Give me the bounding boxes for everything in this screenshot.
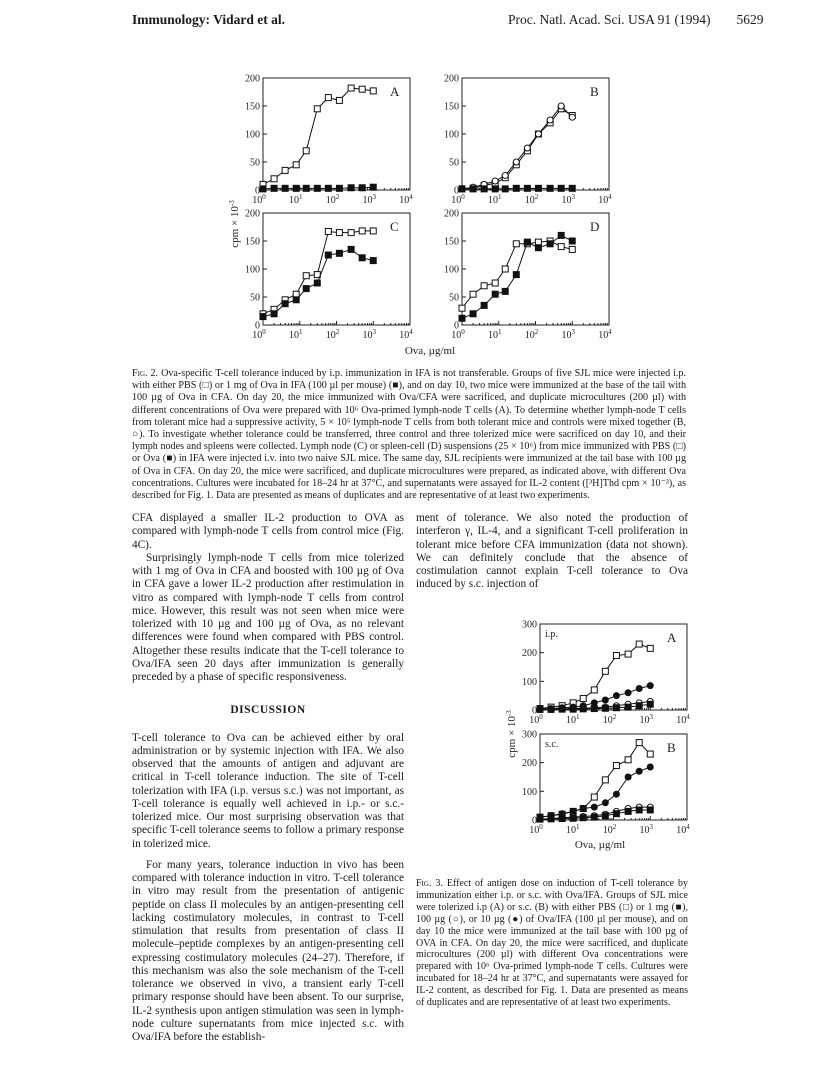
x-tick-label: $10^1$ <box>289 328 303 341</box>
data-point <box>492 186 498 192</box>
fig2-panel-a-label: A <box>390 84 400 99</box>
x-tick-label: $10^1$ <box>488 193 502 206</box>
data-point <box>260 186 266 192</box>
y-tick-label: 0 <box>532 705 537 717</box>
data-point <box>325 228 331 234</box>
fig2-panel-d <box>444 209 612 342</box>
fig2-panel-c <box>245 209 413 342</box>
data-point <box>591 687 597 693</box>
discussion-heading: DISCUSSION <box>230 704 306 717</box>
data-point <box>502 288 508 294</box>
data-point <box>602 800 608 806</box>
data-point <box>348 246 354 252</box>
y-tick-label: 300 <box>522 619 537 631</box>
x-tick-label: $10^0$ <box>529 713 543 726</box>
data-point <box>636 807 642 813</box>
data-point <box>569 238 575 244</box>
data-point <box>513 185 519 191</box>
data-point <box>348 85 354 91</box>
data-point <box>470 311 476 317</box>
data-point <box>325 185 331 191</box>
x-tick-label: $10^4$ <box>598 328 612 341</box>
data-point <box>647 701 653 707</box>
data-point <box>647 764 653 770</box>
x-tick-label: $10^4$ <box>399 193 413 206</box>
data-point <box>459 315 465 321</box>
data-point <box>580 815 586 821</box>
x-tick-label: $10^3$ <box>362 328 376 341</box>
data-point <box>647 807 653 813</box>
data-point <box>647 645 653 651</box>
data-point <box>548 706 554 712</box>
data-point <box>559 816 565 822</box>
data-point <box>370 258 376 264</box>
data-point <box>524 239 530 245</box>
data-point <box>535 131 541 137</box>
data-point <box>348 185 354 191</box>
x-tick-label: $10^2$ <box>524 193 539 206</box>
data-point <box>613 693 619 699</box>
data-point <box>625 704 631 710</box>
data-point <box>336 185 342 191</box>
data-point <box>602 777 608 783</box>
data-point <box>359 228 365 234</box>
data-point <box>570 706 576 712</box>
data-point <box>558 232 564 238</box>
y-tick-label: 50 <box>250 292 260 304</box>
fig3-caption: Fig. 3. Effect of antigen dose on induction of T-cell tolerance by immunization either i.p. or s.c. with Ova/IFA. Groups of SJL mice were tolerized i.p (A) or s.c. (B) with either PBS (□) or 1 mg (■), 100 µg (○), or 10 µg (●) of Ova/IFA (100 µl per mouse), and on day 10 the mice were immunized at the tail base with 100 µg of OVA in CFA. On day 20, the mice were sacrificed, and duplicate microcultures (200 µl) with different Ova concentrations were prepared with 10⁶ Ova-primed lymph-node T cells. Cultures were incubated for 18–24 hr at 37°C, and supernatants were assayed for IL-2 content, as described for Fig. 1. Data are presented as means of duplicates and are representative of at least two experiments. <box>416 878 689 1009</box>
data-point <box>370 228 376 234</box>
paragraph-left-1: CFA displayed a smaller IL-2 production to OVA as compared with lymph-node T cells from control mice (Fig. 4C). <box>132 512 404 551</box>
data-point <box>625 651 631 657</box>
x-tick-label: $10^3$ <box>639 823 653 836</box>
data-point <box>481 186 487 192</box>
data-point <box>569 246 575 252</box>
data-point <box>459 305 465 311</box>
x-tick-label: $10^2$ <box>325 193 340 206</box>
x-tick-label: $10^3$ <box>362 193 376 206</box>
y-tick-label: 100 <box>245 129 260 141</box>
x-tick-label: $10^1$ <box>566 713 580 726</box>
x-tick-label: $10^2$ <box>325 328 340 341</box>
x-tick-label: $10^1$ <box>488 328 502 341</box>
data-point <box>591 706 597 712</box>
data-point <box>282 185 288 191</box>
fig3-panel-b-route: s.c. <box>545 739 559 750</box>
data-point <box>625 690 631 696</box>
data-point <box>547 185 553 191</box>
data-point <box>303 273 309 279</box>
x-tick-label: $10^4$ <box>676 823 690 836</box>
data-point <box>271 176 277 182</box>
x-tick-label: $10^3$ <box>639 713 653 726</box>
fig2-panel-b <box>444 74 612 207</box>
data-point <box>293 162 299 168</box>
y-tick-label: 100 <box>245 264 260 276</box>
x-tick-label: $10^4$ <box>676 713 690 726</box>
fig3-panel-a <box>522 620 690 727</box>
running-head-right: Proc. Natl. Acad. Sci. USA 91 (1994) 5629 <box>508 12 764 27</box>
y-tick-label: 300 <box>522 729 537 741</box>
data-point <box>282 301 288 307</box>
y-tick-label: 0 <box>532 815 537 827</box>
y-tick-label: 100 <box>444 129 459 141</box>
fig2-caption: Fig. 2. Ova-specific T-cell tolerance induced by i.p. immunization in IFA is not transferable. Groups of five SJL mice were injected i.p. with either PBS (□) or 1 mg of Ova in IFA (100 µl per mouse) (■), and on day 10, two mice were immunized at the base of the tail with 100 µg of Ova in CFA. On day 20, the mice immunized with Ova/CFA were sacrificed, and duplicate microcultures (200 µl) with different concentrations of Ova were prepared with 10⁶ Ova-primed lymph-node T cells (A). To determine whether lymph-node T cells from tolerant mice had a suppressive activity, 5 × 10⁵ lymph-node T cells from both tolerant mice and controls were mixed together (B, ○). To investigate whether tolerance could be transferred, three control and three tolerized mice were sacrificed on day 10, and their lymph nodes and spleens were collected. Lymph node (C) or spleen-cell (D) suspensions (25 × 10⁶) from mice immunized with PBS (□) or Ova (■) in IFA were injected i.v. into two naive SJL mice. The same day, SJL recipients were immunized at the tail base with 100 µg of Ova in CFA. On day 20, the mice were sacrificed, and duplicate microcultures were prepared, as indicated above, with different Ova concentrations. Cultures were incubated for 18–24 hr at 37°C, and supernatants were assayed for IL-2 content ([³H]Thd cpm × 10⁻³), as described for Fig. 1. Data are presented as means of duplicates and are representative of at least two experiments. <box>132 368 686 502</box>
data-point <box>502 186 508 192</box>
data-point <box>636 686 642 692</box>
y-tick-label: 50 <box>250 157 260 169</box>
data-point <box>625 757 631 763</box>
fig3-ylabel: cpm × $10^{-3}$ <box>505 710 518 758</box>
data-point <box>314 280 320 286</box>
data-point <box>580 696 586 702</box>
data-point <box>625 808 631 814</box>
data-point <box>303 185 309 191</box>
y-tick-label: 150 <box>245 236 260 248</box>
y-tick-label: 0 <box>255 185 260 197</box>
data-point <box>282 167 288 173</box>
fig3-panel-a-label: A <box>667 630 677 645</box>
data-point <box>537 706 543 712</box>
data-point <box>370 88 376 94</box>
data-point <box>636 641 642 647</box>
y-tick-label: 100 <box>522 676 537 688</box>
fig3-xlabel: Ova, µg/ml <box>574 839 626 851</box>
data-point <box>470 291 476 297</box>
data-point <box>359 255 365 261</box>
data-point <box>602 705 608 711</box>
y-tick-label: 150 <box>444 236 459 248</box>
x-tick-label: $10^0$ <box>252 328 266 341</box>
data-point <box>613 811 619 817</box>
series-line <box>462 106 572 189</box>
data-point <box>336 250 342 256</box>
fig3-panel-a-route: i.p. <box>545 629 558 640</box>
data-point <box>336 97 342 103</box>
fig2-panel-b-label: B <box>590 84 599 99</box>
y-tick-label: 0 <box>454 320 459 332</box>
data-point <box>492 280 498 286</box>
y-tick-label: 100 <box>522 786 537 798</box>
data-point <box>570 815 576 821</box>
data-point <box>513 159 519 165</box>
x-tick-label: $10^0$ <box>529 823 543 836</box>
data-point <box>535 245 541 251</box>
data-point <box>602 668 608 674</box>
x-tick-label: $10^0$ <box>252 193 266 206</box>
data-point <box>547 241 553 247</box>
data-point <box>359 86 365 92</box>
data-point <box>293 185 299 191</box>
fig2-ylabel: cpm × $10^{-3}$ <box>228 200 241 248</box>
data-point <box>647 683 653 689</box>
data-point <box>459 186 465 192</box>
x-tick-label: $10^1$ <box>289 193 303 206</box>
data-point <box>348 230 354 236</box>
y-tick-label: 100 <box>444 264 459 276</box>
data-point <box>303 148 309 154</box>
right-column <box>416 512 688 592</box>
running-head-left: Immunology: Vidard et al. <box>132 12 286 27</box>
y-tick-label: 150 <box>444 101 459 113</box>
data-point <box>591 804 597 810</box>
data-point <box>558 185 564 191</box>
fig2-panel-a <box>245 74 413 207</box>
y-tick-label: 200 <box>522 648 537 660</box>
data-point <box>513 272 519 278</box>
data-point <box>591 794 597 800</box>
data-point <box>513 241 519 247</box>
left-column <box>132 512 404 1044</box>
x-tick-label: $10^3$ <box>561 193 575 206</box>
data-point <box>580 806 586 812</box>
data-point <box>271 311 277 317</box>
x-tick-label: $10^3$ <box>561 328 575 341</box>
y-tick-label: 200 <box>245 208 260 220</box>
x-tick-label: $10^2$ <box>602 823 617 836</box>
page-number: 5629 <box>736 12 764 27</box>
x-tick-label: $10^2$ <box>524 328 539 341</box>
y-tick-label: 200 <box>444 73 459 85</box>
fig3-panel-b <box>522 730 690 837</box>
data-point <box>602 697 608 703</box>
paragraph-discussion-1: T-cell tolerance to Ova can be achieved either by oral administration or by systemic injection with IFA. We also observed that the amounts of antigen and adjuvant are critical in T-cell tolerance induction. The site of T-cell tolerization with IFA (i.p. versus s.c.) was not important, as T-cell tolerance is equally well achieved in i.p.- or s.c.-tolerized mice. Our most surprising observation was that specific T-cell tolerance seems to follow a primary response in tolerized mice. <box>132 731 404 850</box>
data-point <box>359 185 365 191</box>
data-point <box>537 816 543 822</box>
data-point <box>271 185 277 191</box>
data-point <box>314 185 320 191</box>
data-point <box>492 178 498 184</box>
data-point <box>636 703 642 709</box>
x-tick-label: $10^0$ <box>451 328 465 341</box>
data-point <box>547 117 553 123</box>
fig2-panel-d-label: D <box>590 219 600 234</box>
data-point <box>260 314 266 320</box>
data-point <box>303 286 309 292</box>
x-tick-label: $10^4$ <box>399 328 413 341</box>
data-point <box>613 705 619 711</box>
y-tick-label: 150 <box>245 101 260 113</box>
data-point <box>559 706 565 712</box>
data-point <box>293 297 299 303</box>
data-point <box>524 185 530 191</box>
x-tick-label: $10^2$ <box>602 713 617 726</box>
data-point <box>470 186 476 192</box>
data-point <box>502 266 508 272</box>
data-point <box>481 283 487 289</box>
data-point <box>613 791 619 797</box>
y-tick-label: 50 <box>449 157 459 169</box>
series-line <box>540 644 650 709</box>
data-point <box>647 751 653 757</box>
series-line <box>462 109 572 189</box>
data-point <box>370 184 376 190</box>
y-tick-label: 200 <box>522 758 537 770</box>
paragraph-left-2: Surprisingly lymph-node T cells from mice tolerized with 1 mg of Ova in CFA and boosted with 100 µg of Ova in CFA gave a lower IL-2 production after restimulation in vitro as compared with lymph-node T cells from control mice. However, this result was not seen when mice were tolerized with 10 µg and 100 µg of Ova, as no relevant differences were found when compared with PBS control. Altogether these results indicate that the T-cell tolerance to Ova/IFA seen 20 days after immunization is generally preceded by a phase of specific responsiveness. <box>132 551 404 683</box>
paragraph-right-1: ment of tolerance. We also noted the production of interferon γ, IL-4, and a significant T-cell proliferation in tolerant mice before CFA immunization (data not shown). We can definitely conclude that the absence of costimulation cannot explain T-cell tolerance to Ova induced by s.c. injection of <box>416 512 688 591</box>
y-tick-label: 0 <box>255 320 260 332</box>
data-point <box>502 172 508 178</box>
data-point <box>558 244 564 250</box>
data-point <box>524 145 530 151</box>
data-point <box>314 106 320 112</box>
data-point <box>570 808 576 814</box>
data-point <box>558 103 564 109</box>
data-point <box>569 114 575 120</box>
data-point <box>336 230 342 236</box>
y-tick-label: 50 <box>449 292 459 304</box>
x-tick-label: $10^1$ <box>566 823 580 836</box>
data-point <box>325 252 331 258</box>
y-tick-label: 200 <box>245 73 260 85</box>
fig2-xlabel: Ova, µg/ml <box>404 345 456 357</box>
x-tick-label: $10^4$ <box>598 193 612 206</box>
fig2-panel-c-label: C <box>390 219 399 234</box>
data-point <box>580 706 586 712</box>
data-point <box>548 816 554 822</box>
data-point <box>613 653 619 659</box>
data-point <box>636 768 642 774</box>
y-tick-label: 0 <box>454 185 459 197</box>
data-point <box>636 740 642 746</box>
data-point <box>535 185 541 191</box>
data-point <box>325 95 331 101</box>
data-point <box>492 291 498 297</box>
data-point <box>602 813 608 819</box>
paragraph-discussion-2: For many years, tolerance induction in vivo has been compared with tolerance induction in vitro. T-cell tolerance in vitro may result from the presentation of antigenic peptide on class II molecules by an antigen-presenting cell lacking costimulatory molecules, in contrast to T-cell stimulation that results from presentation of class II molecule–peptide complexes by an antigen-presenting cell expressing costimulatory molecules (24–27). Therefore, if this mechanism was also the sole mechanism of the T-cell tolerance we observed in vivo, a transient early T-cell primary response should have been absent. To our surprise, IL-2 synthesis upon antigen stimulation was seen in lymph-node culture supernatants from mice injected s.c. with Ova/IFA before the establish- <box>132 858 404 1043</box>
data-point <box>613 763 619 769</box>
series-line <box>263 88 373 184</box>
y-tick-label: 200 <box>444 208 459 220</box>
data-point <box>569 185 575 191</box>
x-tick-label: $10^0$ <box>451 193 465 206</box>
data-point <box>591 814 597 820</box>
fig3-panel-b-label: B <box>667 740 676 755</box>
data-point <box>625 774 631 780</box>
data-point <box>481 302 487 308</box>
